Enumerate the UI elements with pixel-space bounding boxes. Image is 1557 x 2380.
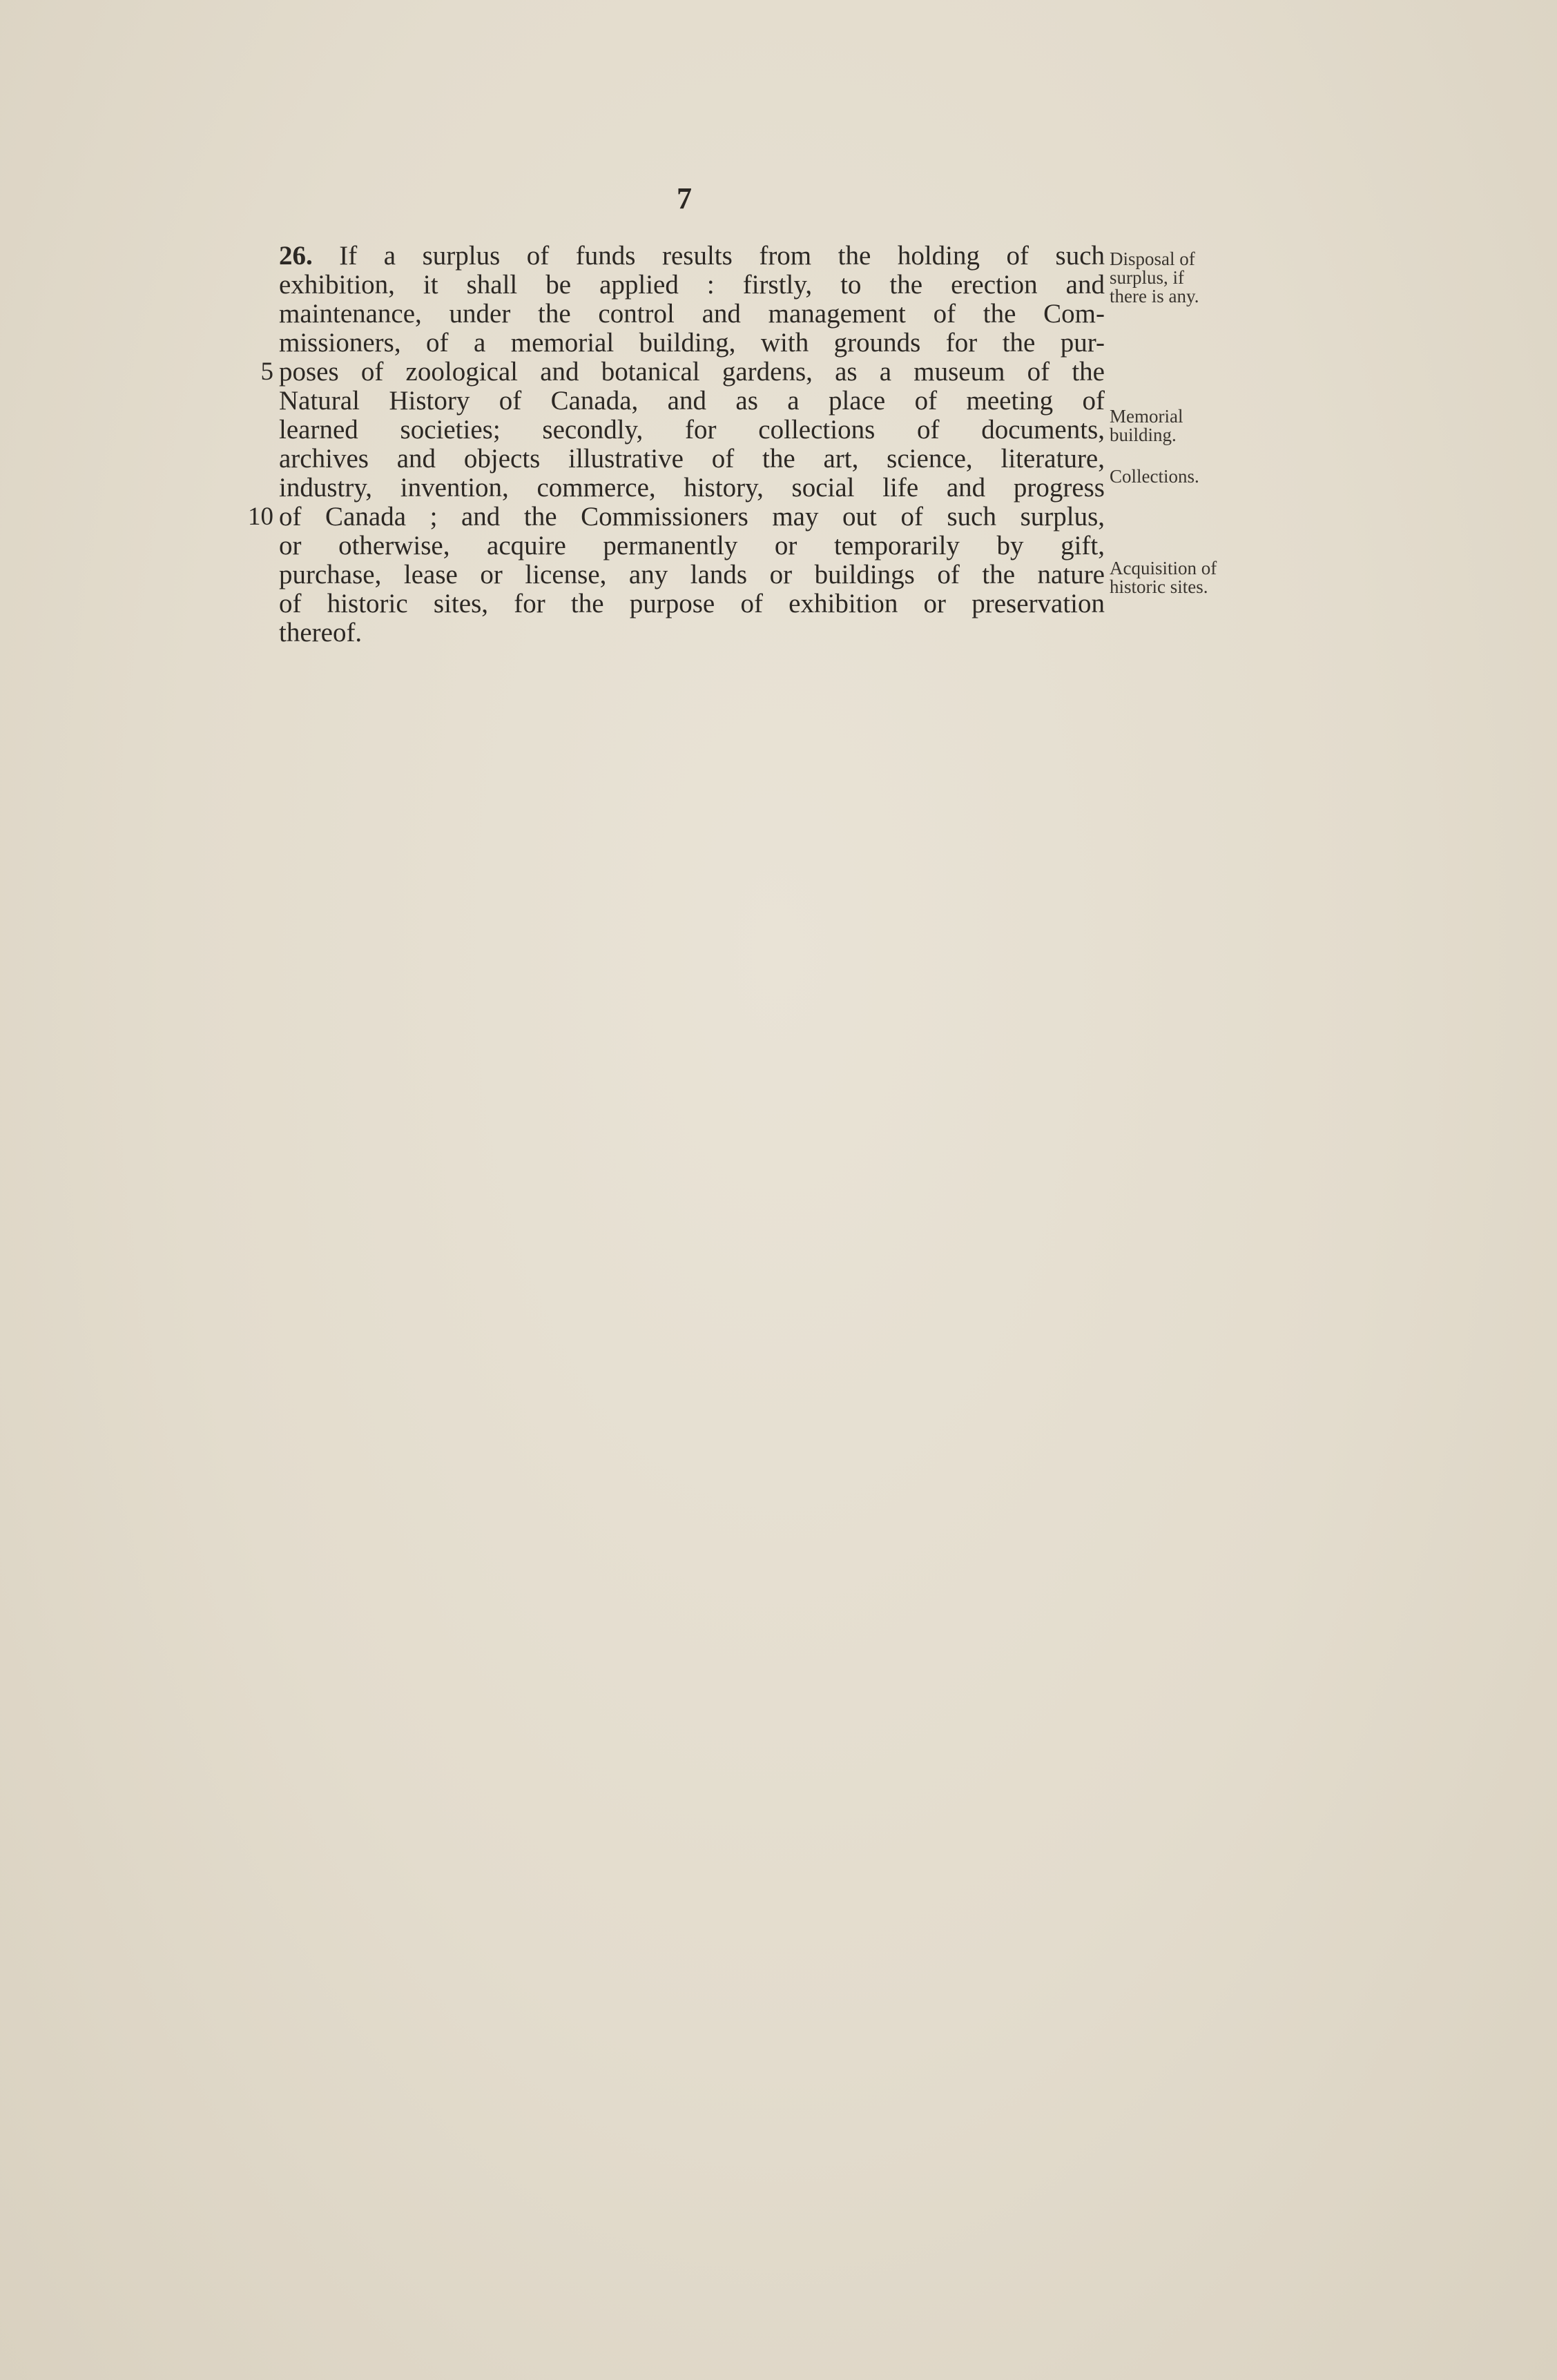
line-text: Natural History of Canada, and as a place of meeting of [279,386,1105,416]
marginal-note-line: Disposal of [1110,248,1195,269]
text-line [279,416,1105,445]
marginal-note-line: there is any. [1110,286,1199,306]
page-number: 7 [677,182,693,215]
line-number: 5 [260,358,273,386]
text-line [279,271,1105,300]
text-line [279,242,1105,271]
text-line [279,618,1105,647]
line-text: of historic sites, for the purpose of exhibition or preservation [279,589,1105,618]
text-line [279,474,1105,503]
text-line [279,589,1105,618]
marginal-note-collections [1110,467,1199,486]
marginal-note-memorial [1110,407,1183,445]
line-text: of Canada ; and the Commissioners may out of such surplus, [279,502,1105,531]
line-text: thereof. [279,618,362,647]
marginal-note-line: building. [1110,425,1177,445]
line-number: 10 [248,503,273,531]
line-text: archives and objects illustrative of the art, science, literature, [279,444,1105,474]
marginal-note-disposal [1110,250,1199,306]
marginal-note-line: historic sites. [1110,576,1208,597]
marginal-note-line: Acquisition of [1110,558,1217,578]
text-line [279,329,1105,358]
marginal-note-line: Collections. [1110,466,1199,487]
text-line [279,300,1105,329]
line-text: If a surplus of funds results from the holding of such [339,241,1105,271]
line-text: poses of zoological and botanical gardens, as a museum of the [279,357,1105,387]
line-text: learned societies; secondly, for collections of documents, [279,415,1105,445]
line-text: purchase, lease or license, any lands or buildings of the nature [279,560,1105,589]
section-26-text [248,241,1105,647]
marginal-note-acquisition [1110,559,1217,596]
text-line [279,531,1105,560]
text-line [279,445,1105,474]
marginal-note-line: Memorial [1110,406,1183,427]
text-line [279,560,1105,589]
text-line [279,387,1105,416]
line-text: maintenance, under the control and management of the Com- [279,299,1105,329]
text-line [260,357,1105,387]
line-text: exhibition, it shall be applied : firstly, to the erection and [279,270,1105,300]
line-text: or otherwise, acquire permanently or temporarily by gift, [279,531,1105,560]
line-text: industry, invention, commerce, history, social life and progress [279,473,1105,503]
text-line [248,502,1105,531]
marginal-note-line: surplus, if [1110,267,1184,288]
line-text: missioners, of a memorial building, with grounds for the pur- [279,328,1105,358]
section-number: 26. [279,241,313,271]
